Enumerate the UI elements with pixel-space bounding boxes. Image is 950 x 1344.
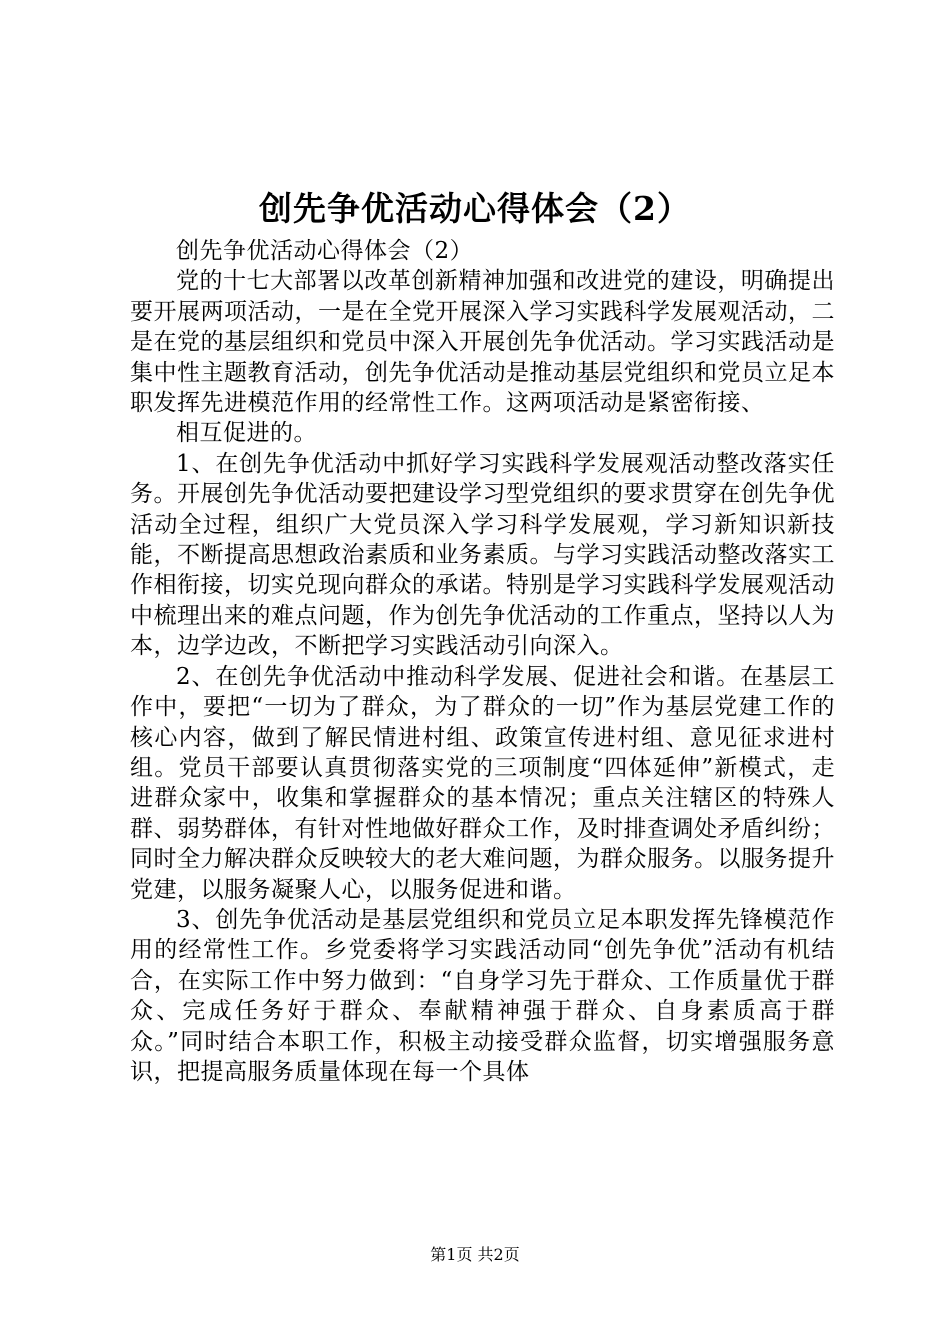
body-paragraph-subtitle: 创先争优活动心得体会（2）: [176, 238, 474, 264]
body-paragraph-intro: 党的十七大部署以改革创新精神加强和改进党的建设，明确提出要开展两项活动，一是在全党开展深入学习实践科学发展观活动，二是在党的基层组织和党员中深入开展创先争优活动。学习实践活动是集中性主题教育活动，创先争优活动是推动基层党组织和党员立足本职发挥先进模范作用的经常性工作。这两项活动是紧密衔接、: [130, 268, 835, 417]
body-paragraph-point-2: 2、在创先争优活动中推动科学发展、促进社会和谐。在基层工作中，要把“一切为了群众，为了群众的一切”作为基层党建工作的核心内容，做到了解民情进村组、政策宣传进村组、意见征求进村组。党员干部要认真贯彻落实党的三项制度“四体延伸”新模式，走进群众家中，收集和掌握群众的基本情况；重点关注辖区的特殊人群、弱势群体，有针对性地做好群众工作，及时排查调处矛盾纠纷；同时全力解决群众反映较大的老大难问题，为群众服务。以服务提升党建，以服务凝聚人心，以服务促进和谐。: [130, 663, 835, 903]
document-title: 创先争优活动心得体会（2）: [259, 189, 691, 228]
page-number-footer: 第1页 共2页: [430, 1245, 520, 1264]
document-body: [130, 236, 835, 1087]
body-paragraph-point-1: 1、在创先争优活动中抓好学习实践科学发展观活动整改落实任务。开展创先争优活动要把建设学习型党组织的要求贯穿在创先争优活动全过程，组织广大党员深入学习科学发展观，学习新知识新技能，不断提高思想政治素质和业务素质。与学习实践活动整改落实工作相衔接，切实兑现向群众的承诺。特别是学习实践科学发展观活动中梳理出来的难点问题，作为创先争优活动的工作重点，坚持以人为本，边学边改，不断把学习实践活动引向深入。: [130, 450, 835, 660]
body-paragraph-continuation: 相互促进的。: [176, 420, 317, 447]
body-paragraph-point-3: 3、创先争优活动是基层党组织和党员立足本职发挥先锋模范作用的经常性工作。乡党委将学习实践活动同“创先争优”活动有机结合，在实际工作中努力做到：“自身学习先于群众、工作质量优于群众、完成任务好于群众、奉献精神强于群众、自身素质高于群众。”同时结合本职工作，积极主动接受群众监督，切实增强服务意识，把提高服务质量体现在每一个具体: [130, 906, 835, 1085]
